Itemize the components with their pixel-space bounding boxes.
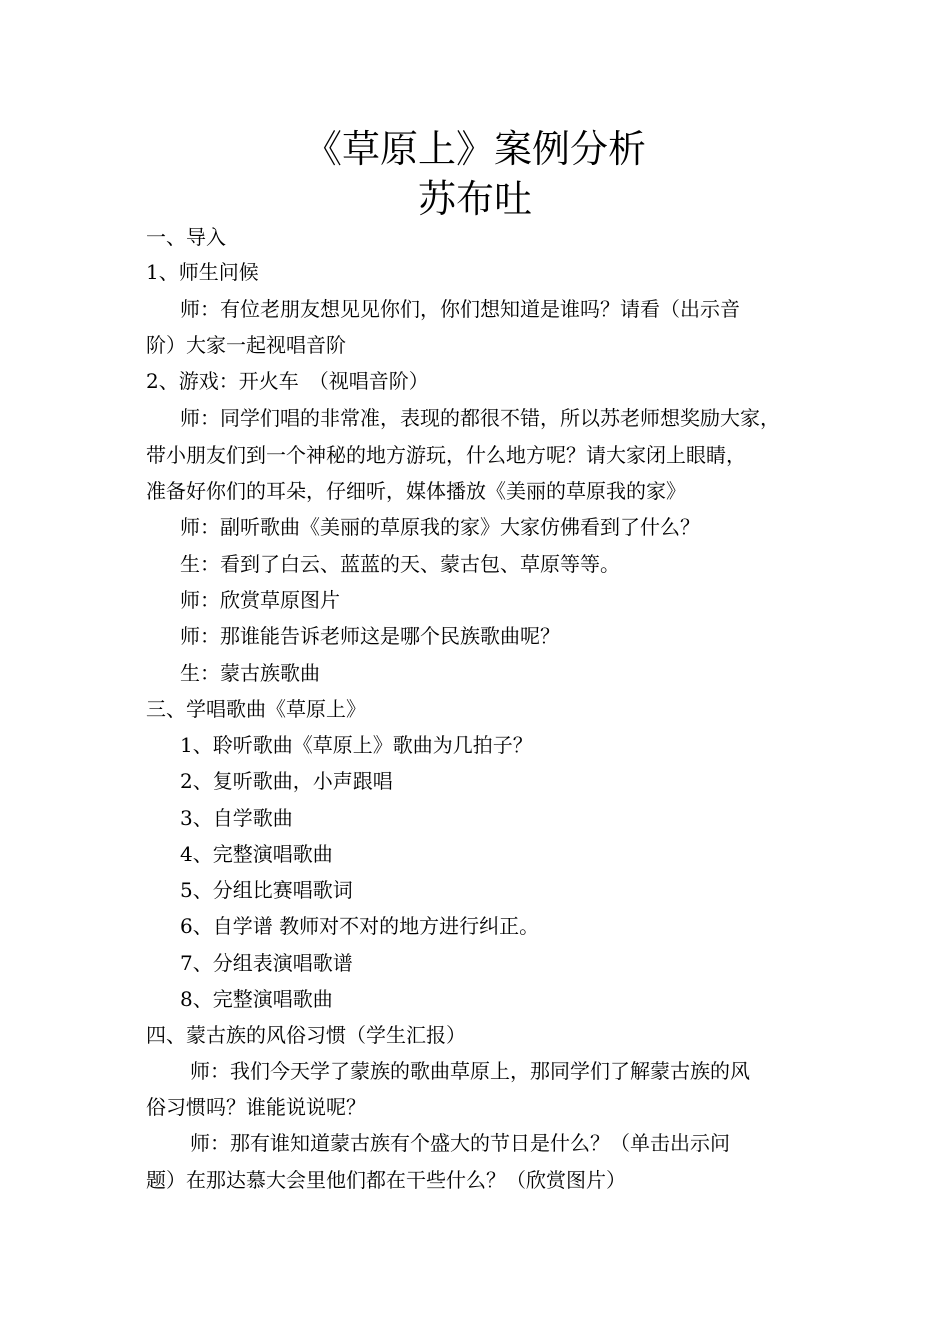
list-item: 7、分组表演唱歌谱 (180, 951, 353, 975)
paragraph-line: 准备好你们的耳朵，仔细听，媒体播放《美丽的草原我的家》 (146, 479, 686, 503)
paragraph-line: 生：看到了白云、蓝蓝的天、蒙古包、草原等等。 (180, 552, 620, 576)
list-item: 4、完整演唱歌曲 (180, 842, 333, 866)
section-heading-customs: 四、蒙古族的风俗习惯（学生汇报） (146, 1023, 466, 1047)
subsection-heading: 1、师生问候 (146, 260, 259, 284)
paragraph-line: 带小朋友们到一个神秘的地方游玩，什么地方呢？请大家闭上眼睛， (146, 443, 746, 467)
subsection-heading: 2、游戏：开火车 （视唱音阶） (146, 369, 429, 393)
section-heading-intro: 一、导入 (146, 225, 226, 249)
paragraph-line: 师：那有谁知道蒙古族有个盛大的节日是什么？（单击出示问 (190, 1131, 730, 1155)
list-item: 1、聆听歌曲《草原上》歌曲为几拍子？ (180, 733, 533, 757)
paragraph-line: 师：欣赏草原图片 (180, 588, 340, 612)
list-item: 2、复听歌曲，小声跟唱 (180, 769, 393, 793)
paragraph-line: 师：同学们唱的非常准，表现的都很不错，所以苏老师想奖励大家， (180, 406, 780, 430)
paragraph-line: 生：蒙古族歌曲 (180, 661, 320, 685)
paragraph-line: 阶）大家一起视唱音阶 (146, 333, 346, 357)
paragraph-line: 师：副听歌曲《美丽的草原我的家》大家仿佛看到了什么？ (180, 515, 700, 539)
document-author: 苏布吐 (417, 177, 532, 221)
document-title: 《草原上》案例分析 (303, 127, 646, 171)
paragraph-line: 师：有位老朋友想见见你们，你们想知道是谁吗？请看（出示音 (180, 297, 740, 321)
section-heading-learn-song: 三、学唱歌曲《草原上》 (146, 697, 366, 721)
list-item: 6、自学谱 教师对不对的地方进行纠正。 (180, 914, 540, 938)
paragraph-line: 俗习惯吗？谁能说说呢？ (146, 1095, 366, 1119)
list-item: 8、完整演唱歌曲 (180, 987, 333, 1011)
paragraph-line: 师：那谁能告诉老师这是哪个民族歌曲呢？ (180, 624, 560, 648)
paragraph-line: 师：我们今天学了蒙族的歌曲草原上，那同学们了解蒙古族的风 (190, 1059, 750, 1083)
list-item: 3、自学歌曲 (180, 806, 293, 830)
paragraph-line: 题）在那达慕大会里他们都在干些什么？（欣赏图片） (146, 1168, 626, 1192)
list-item: 5、分组比赛唱歌词 (180, 878, 353, 902)
